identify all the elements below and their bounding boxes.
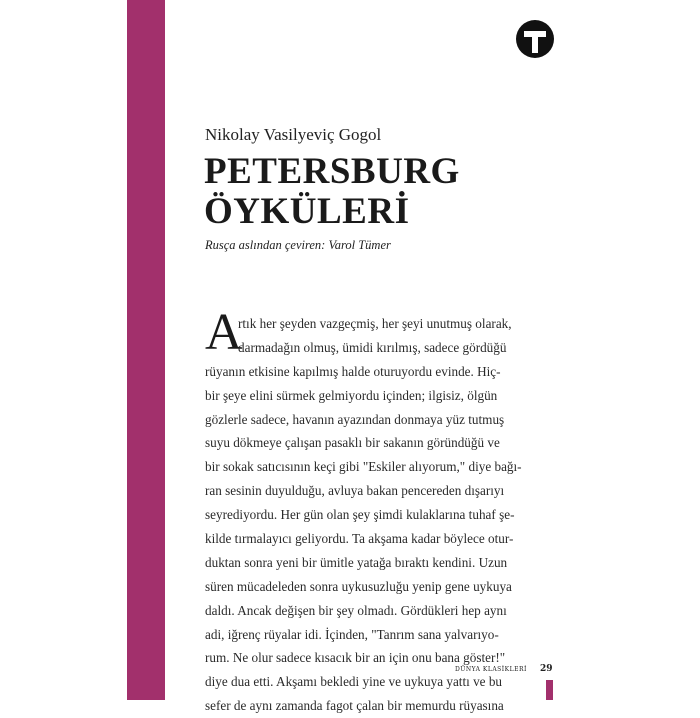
text-line: seyrediyordu. Her gün olan şey şimdi kulaklarına tuhaf şe- [205, 507, 515, 523]
text-line: rum. Ne olur sadece kısacık bir an için onu bana göster!" [205, 650, 506, 666]
publisher-logo-icon [516, 20, 554, 58]
text-line: bir şeye elini sürmek gelmiyordu içinden; ilgisiz, ölgün [205, 387, 498, 403]
page-number: 29 [540, 664, 553, 674]
text-line: rüyanın etkisine kapılmış halde oturuyordu evinde. Hiç- [205, 363, 501, 379]
drop-cap: A [205, 304, 243, 361]
text-line: darmadağın olmuş, ümidi kırılmış, sadece gördüğü [238, 339, 507, 355]
text-line: bir sokak satıcısının keçi gibi "Eskiler alıyorum," diye bağı- [205, 459, 522, 475]
title-line: PETERSBURG [204, 151, 460, 192]
magenta-spine-bar [127, 0, 165, 700]
series-name: DÜNYA KLASİKLERİ [455, 666, 527, 673]
text-line: adi, iğrenç rüyalar idi. İçinden, "Tanrım sana yalvarıyo- [205, 626, 499, 642]
title-line: ÖYKÜLERİ [204, 191, 410, 232]
text-line: rtık her şeyden vazgeçmiş, her şeyi unutmuş olarak, [238, 316, 512, 331]
text-line: sefer de aynı zamanda fagot çalan bir memurdu rüyasına [205, 698, 504, 714]
text-line: duktan sonra yeni bir ümitle yatağa bıraktı kendini. Uzun [205, 554, 508, 570]
translator-credit: Rusça aslından çeviren: Varol Tümer [205, 238, 391, 252]
author-name: Nikolay Vasilyeviç Gogol [205, 125, 382, 144]
text-line: kilde tırmalayıcı geliyordu. Ta akşama kadar böylece otur- [205, 531, 514, 547]
text-line: süren mücadeleden sonra uykusuzluğu yenip gene uykuya [205, 578, 512, 594]
text-line: ran sesinin duyulduğu, avluya bakan pencereden dışarıyı [205, 483, 505, 499]
text-line: gözlerle sadece, havanın ayazından donmaya yüz tutmuş [205, 411, 505, 427]
page-tab-marker [546, 680, 553, 700]
book-title [204, 152, 460, 232]
text-line: diye dua etti. Akşamı bekledi yine ve uykuya yattı ve bu [205, 674, 503, 690]
text-line: suyu dökmeye çalışan pasaklı bir sakanın göründüğü ve [205, 435, 500, 451]
text-line: daldı. Ancak değişen bir şey olmadı. Gördükleri hep aynı [205, 602, 507, 618]
